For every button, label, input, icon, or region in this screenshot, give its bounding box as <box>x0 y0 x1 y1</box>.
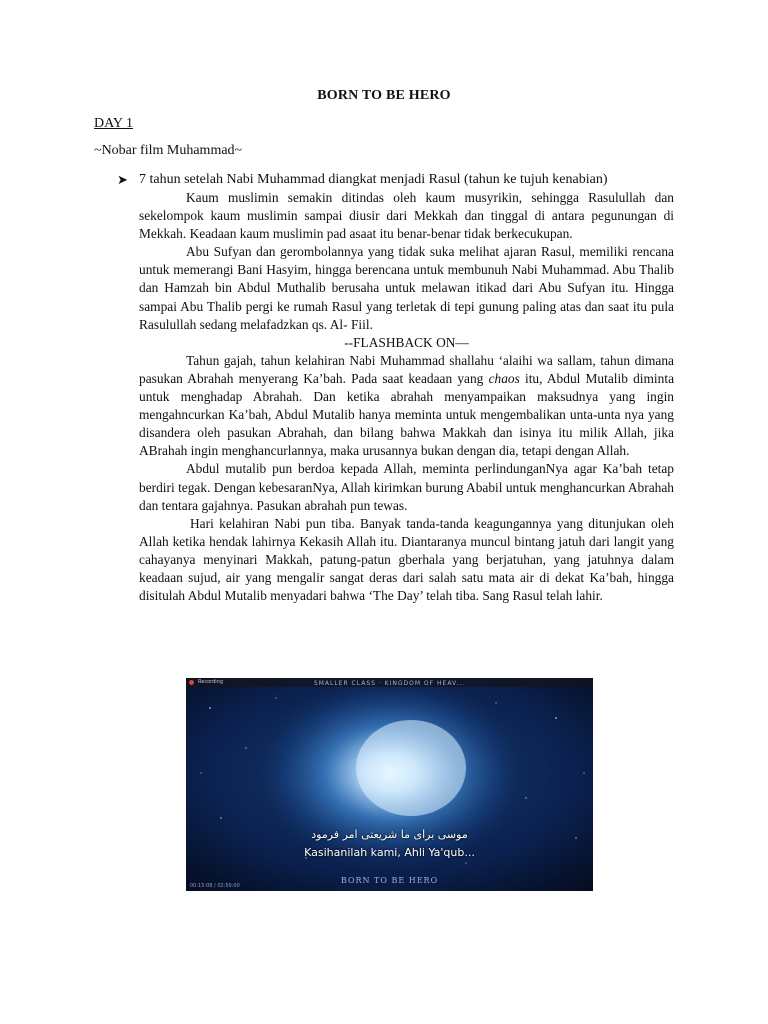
bullet-text: 7 tahun setelah Nabi Muhammad diangkat menjadi Rasul (tahun ke tujuh kenabian) <box>139 172 608 187</box>
flashback-heading: --FLASHBACK ON— <box>344 334 469 350</box>
player-timecode: 00:15:08 / 02:50:00 <box>190 883 240 889</box>
film-top-caption: SMALLER CLASS · KINGDOM OF HEAV... <box>313 680 466 687</box>
paragraph: Abdul mutalib pun berdoa kepada Allah, meminta perlindunganNya agar Ka’bah tetap berdiri tegak. Dengan kebesaranNya, Allah kirimkan burung Ababil untuk menghancurkan Abrahah dan tentara gajahnya. Pasukan abrahah pun tewas. <box>139 461 674 513</box>
document-subtitle: ~Nobar film Muhammad~ <box>94 143 243 158</box>
titlebar-text: Recording <box>198 679 224 685</box>
day-heading: DAY 1 <box>94 116 134 131</box>
italic-word: chaos <box>488 370 520 386</box>
indonesian-subtitle: Kasihanilah kami, Ahli Ya'qub... <box>304 846 475 859</box>
paragraph: Hari kelahiran Nabi pun tiba. Banyak tanda-tanda keagungannya yang ditunjukan oleh Allah ketika hendak lahirnya Kekasih Allah itu. Diantaranya muncul bintang jatuh dari langit yang cahayanya menyinari Makkah, patung-patun gberhala yang berjatuhan, yang jatuhnya dalam keadaan sujud, air yang mengalir sangat deras dari salah satu mata air di dekat Ka’bah, hingga disitulah Abdul Mutalib menyadari bahwa ‘The Day’ telah tiba. Sang Rasul telah lahir. <box>139 515 674 604</box>
paragraph-part: Tahun gajah, tahun kelahiran Nabi Muhammad shallahu ‘alaihi wa sallam, tahun dimana pasukan Abrahah menyerang Ka’bah. <box>139 352 674 386</box>
paragraph: Abu Sufyan dan gerombolannya yang tidak suka melihat ajaran Rasul, memiliki rencana untuk memerangi Bani Hasyim, hingga berencana untuk membunuh Nabi Muhammad. Abu Thalib dan Hamzah bin Abdul Muthalib berusaha untuk melawan itikad dari Abu Sufyan itu. Hingga sampai Abu Thalib pergi ke rumah Rasul yang terletak di tepi gunung paling atas dan saat itu pula Rasulullah sedang melafadzkan qs. Al- Fiil. <box>139 244 674 332</box>
film-watermark: BORN TO BE HERO <box>340 876 439 885</box>
document-title: BORN TO BE HERO <box>317 88 451 103</box>
film-scene-image <box>186 678 593 891</box>
paragraph <box>139 352 674 461</box>
paragraph: Kaum muslimin semakin ditindas oleh kaum musyrikin, sehingga Rasulullah dan sekelompok kaum muslimin sampai diusir dari Mekkah dan tinggal di antara pegunungan di Mekkah. Keadaan kaum muslimin pad asaat itu benar-benar tidak berkecukupan. <box>139 190 674 242</box>
film-screenshot <box>186 678 593 891</box>
arabic-subtitle: موسی برای ما شریعتی امر فرمود <box>311 828 468 841</box>
arrow-bullet-icon: ➤ <box>117 172 128 187</box>
paragraph-part: Pada saat keadaan yang <box>351 370 484 386</box>
paragraph-part: itu, Abdul Mutalib diminta untuk menghadap Abrahah. Dan ketika abrahah menyampaikan maksudnya yang ingin mengahncurkan Ka’bah, Abdul Mutalib hanya meminta untuk mengembalikan unta-unta nya yang disandera oleh pasukan Abrahah, dan bilang bahwa Makkah dan isinya itu milik Allah, jika ABrahah ingin menghancurlannya, maka urusannya bukan dengan dia, tetapi dengan Allah. <box>139 370 675 459</box>
document-body <box>139 189 674 605</box>
